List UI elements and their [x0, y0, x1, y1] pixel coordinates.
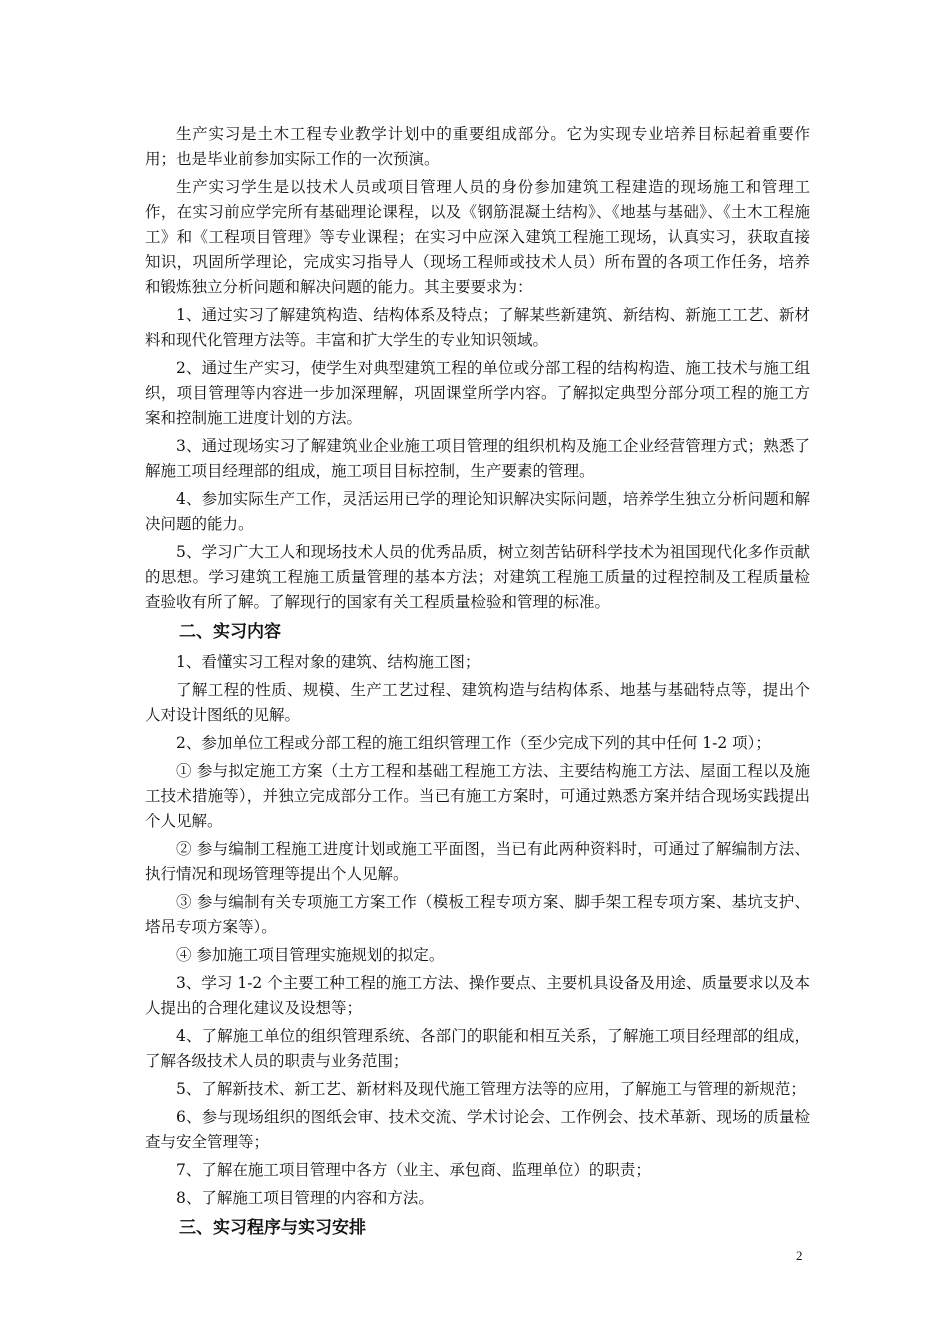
paragraph: 生产实习是土木工程专业教学计划中的重要组成部分。它为实现专业培养目标起着重要作用；也是毕业前参加实际工作的一次预演。: [145, 125, 810, 168]
paragraph: ④ 参加施工项目管理实施规划的拟定。: [176, 946, 445, 964]
paragraph: 8、了解施工项目管理的内容和方法。: [176, 1189, 434, 1207]
paragraph: 2、参加单位工程或分部工程的施工组织管理工作（至少完成下列的其中任何 1-2 项）；: [176, 734, 771, 752]
paragraph: 6、参与现场组织的图纸会审、技术交流、学术讨论会、工作例会、技术革新、现场的质量检查与安全管理等；: [145, 1108, 810, 1151]
paragraph: 2、通过生产实习，使学生对典型建筑工程的单位或分部工程的结构构造、施工技术与施工组织，项目管理等内容进一步加深理解，巩固课堂所学内容。了解拟定典型分部分项工程的施工方案和控制施工进度计划的方法。: [145, 359, 810, 427]
paragraph: ③ 参与编制有关专项施工方案工作（模板工程专项方案、脚手架工程专项方案、基坑支护、塔吊专项方案等）。: [145, 893, 810, 936]
paragraph: 生产实习学生是以技术人员或项目管理人员的身份参加建筑工程建造的现场施工和管理工作，在实习前应学完所有基础理论课程，以及《钢筋混凝土结构》、《地基与基础》、《土木工程施工》和《工程项目管理》等专业课程；在实习中应深入建筑工程施工现场，认真实习，获取直接知识，巩固所学理论，完成实习指导人（现场工程师或技术人员）所布置的各项工作任务，培养和锻炼独立分析问题和解决问题的能力。其主要要求为：: [145, 178, 810, 296]
page-content: [145, 122, 810, 1246]
paragraph: 5、学习广大工人和现场技术人员的优秀品质，树立刻苦钻研科学技术为祖国现代化多作贡献的思想。学习建筑工程施工质量管理的基本方法；对建筑工程施工质量的过程控制及工程质量检查验收有所了解。了解现行的国家有关工程质量检验和管理的标准。: [145, 543, 810, 611]
paragraph: 3、通过现场实习了解建筑业企业施工项目管理的组织机构及施工企业经营管理方式；熟悉了解施工项目经理部的组成，施工项目目标控制，生产要素的管理。: [145, 437, 810, 480]
paragraph: 1、通过实习了解建筑构造、结构体系及特点；了解某些新建筑、新结构、新施工工艺、新材料和现代化管理方法等。丰富和扩大学生的专业知识领域。: [145, 306, 810, 349]
paragraph: ① 参与拟定施工方案（土方工程和基础工程施工方法、主要结构施工方法、屋面工程以及施工技术措施等），并独立完成部分工作。当已有施工方案时，可通过熟悉方案并结合现场实践提出个人见解。: [145, 762, 810, 830]
paragraph: 4、参加实际生产工作，灵活运用已学的理论知识解决实际问题，培养学生独立分析问题和解决问题的能力。: [145, 490, 810, 533]
paragraph: 7、了解在施工项目管理中各方（业主、承包商、监理单位）的职责；: [176, 1161, 651, 1179]
paragraph: 5、了解新技术、新工艺、新材料及现代施工管理方法等的应用，了解施工与管理的新规范；: [176, 1080, 806, 1098]
paragraph: 了解工程的性质、规模、生产工艺过程、建筑构造与结构体系、地基与基础特点等，提出个人对设计图纸的见解。: [145, 681, 810, 724]
paragraph: ② 参与编制工程施工进度计划或施工平面图，当已有此两种资料时，可通过了解编制方法、执行情况和现场管理等提出个人见解。: [145, 840, 810, 883]
paragraph: 3、学习 1-2 个主要工种工程的施工方法、操作要点、主要机具设备及用途、质量要求以及本人提出的合理化建议及设想等；: [145, 974, 810, 1017]
paragraph: 4、了解施工单位的组织管理系统、各部门的职能和相互关系，了解施工项目经理部的组成，了解各级技术人员的职责与业务范围；: [145, 1027, 810, 1070]
page-number: 2: [796, 1248, 803, 1263]
section-heading: 三、实习程序与实习安排: [179, 1218, 366, 1238]
paragraph: 1、看懂实习工程对象的建筑、结构施工图；: [176, 653, 481, 671]
section-heading: 二、实习内容: [179, 622, 281, 642]
